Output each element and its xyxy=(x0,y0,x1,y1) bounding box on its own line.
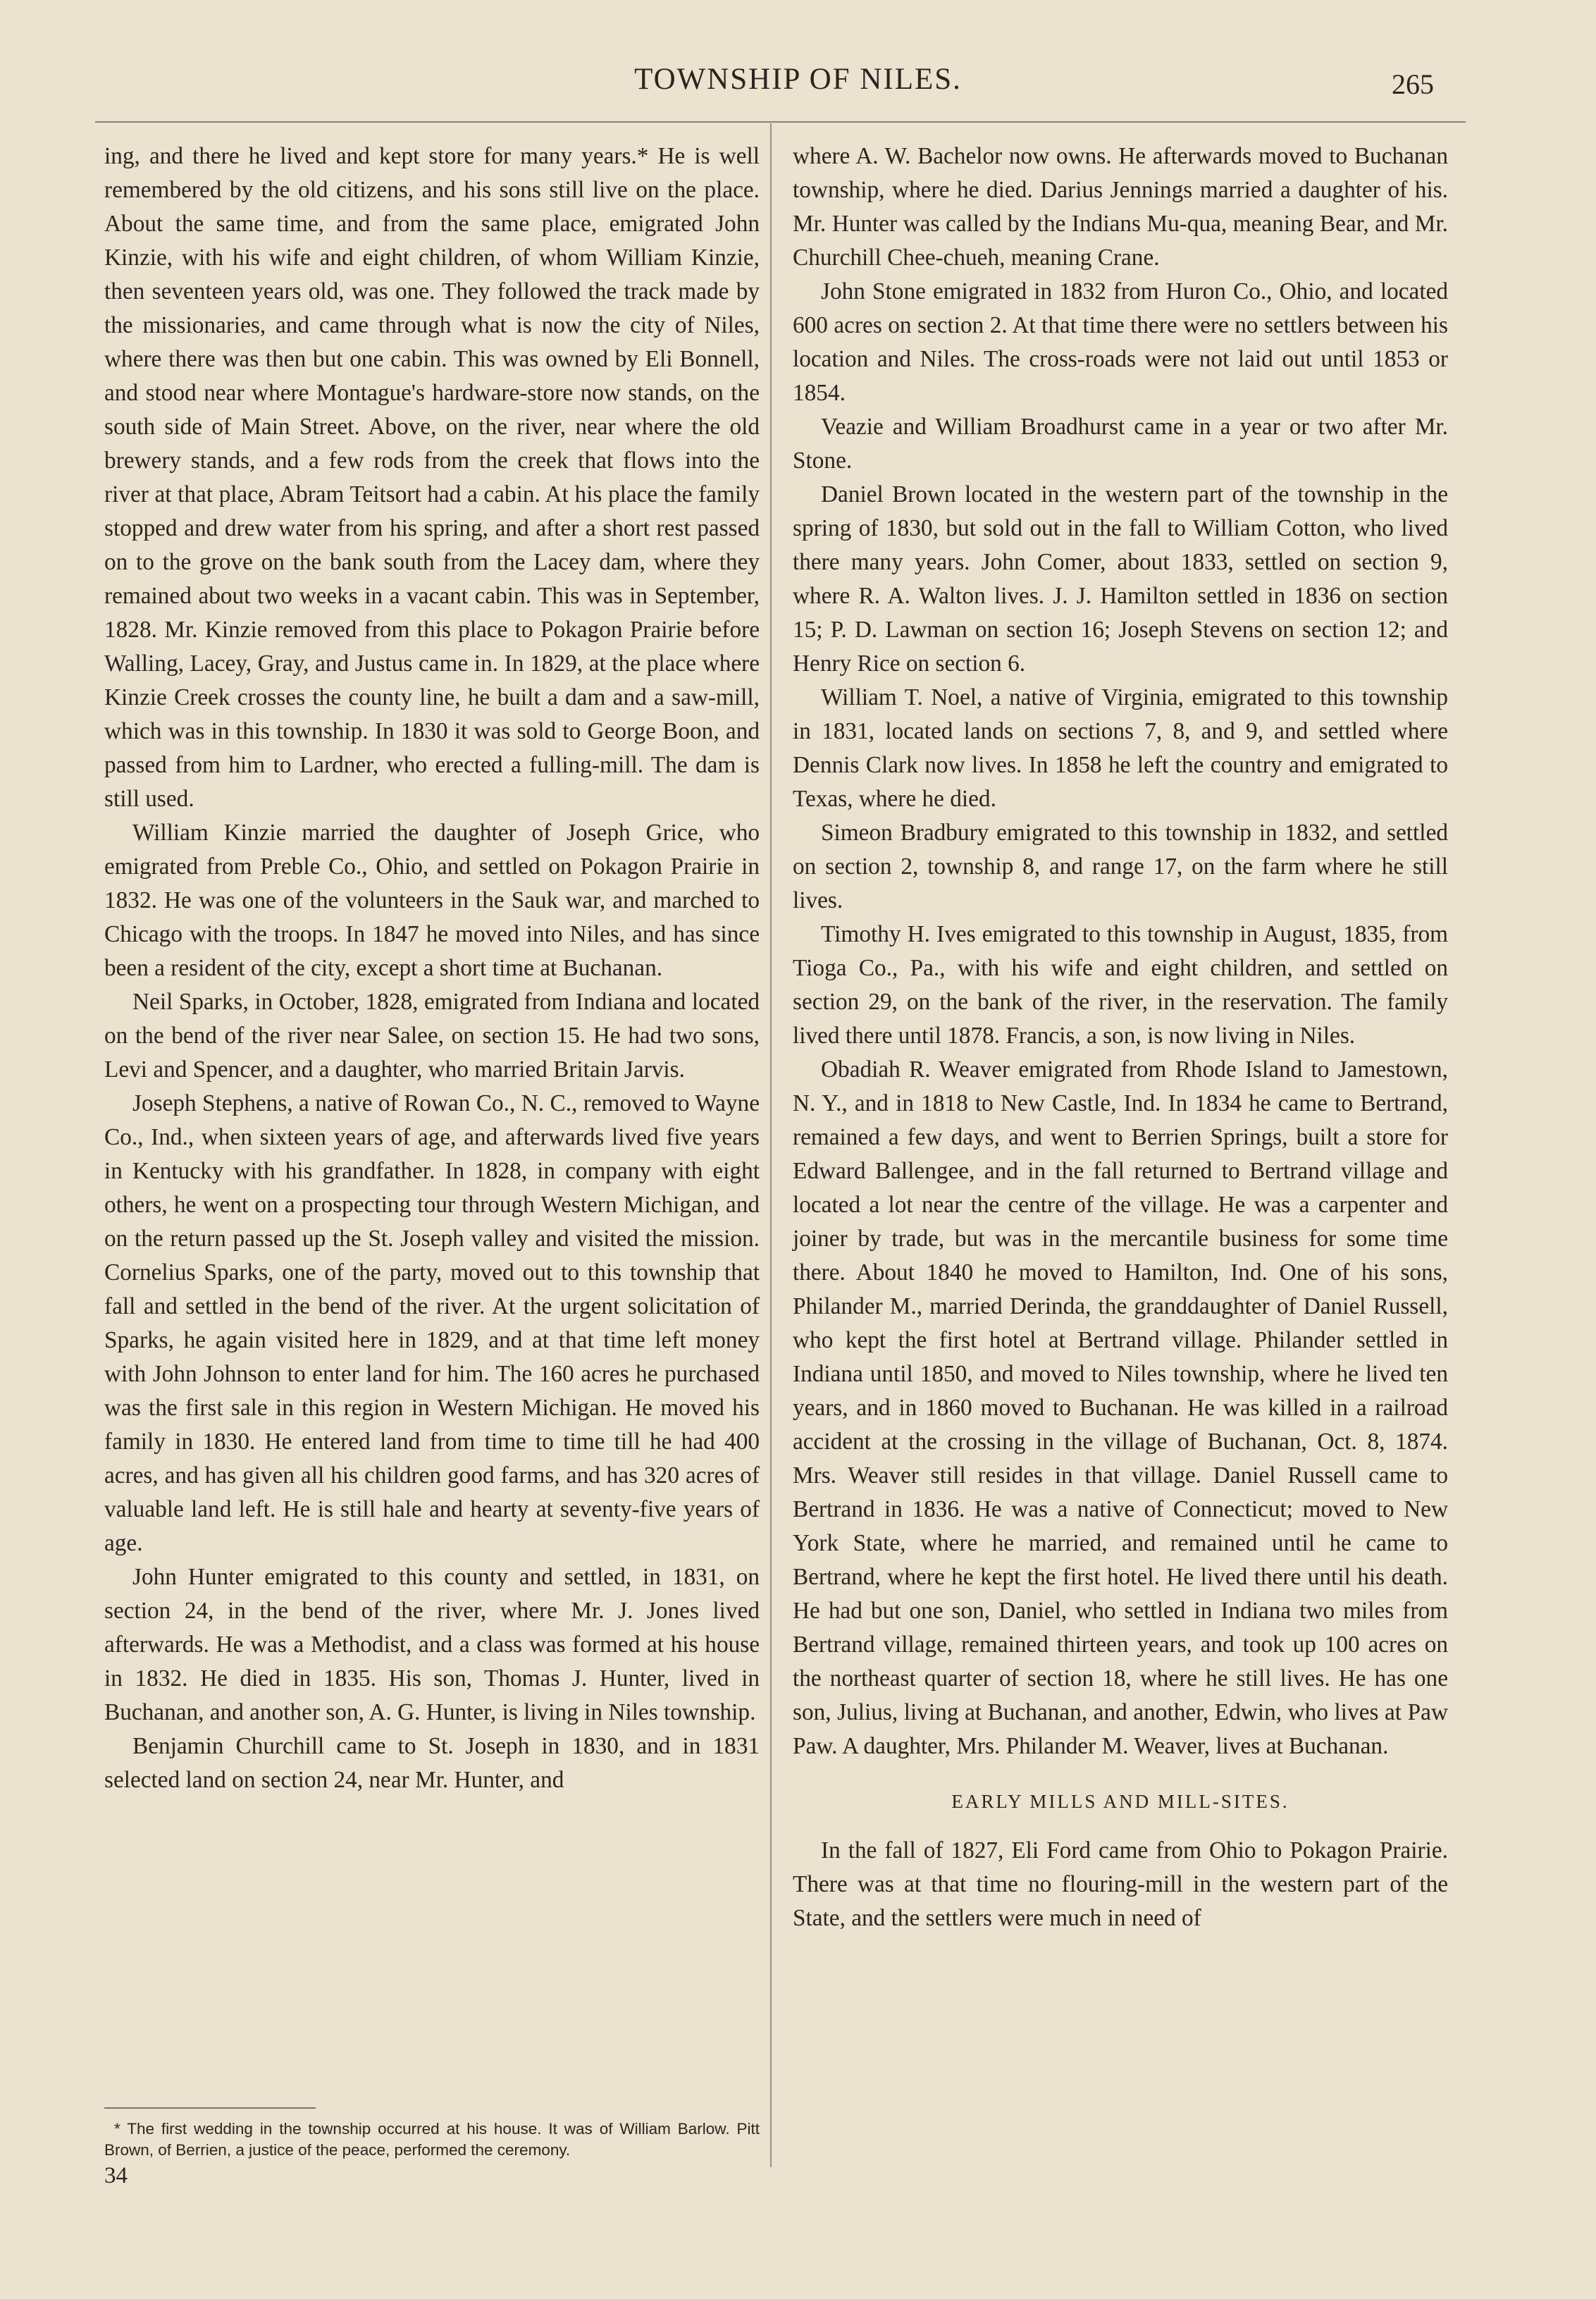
signature-mark: 34 xyxy=(104,2163,128,2188)
header-rule xyxy=(95,121,1466,123)
page-title: TOWNSHIP OF NILES. xyxy=(634,63,962,96)
paragraph: Simeon Bradbury emigrated to this township in 1832, and settled on section 2, township 8, and range 17, on the farm where he still lives. xyxy=(793,820,1448,913)
paragraph: Daniel Brown located in the western part of the township in the spring of 1830, but sold out in the fall to William Cotton, who lived there many years. John Comer, about 1833, settled on section 9, where R. A. Walton lives. J. J. Hamilton settled in 1836 on section 15; P. D. Lawman on section 16; Joseph Stevens on section 12; and Henry Rice on section 6. xyxy=(793,481,1448,677)
left-column xyxy=(104,140,760,1797)
page-number: 265 xyxy=(1392,68,1434,100)
paragraph: John Stone emigrated in 1832 from Huron Co., Ohio, and located 600 acres on section 2. At that time there were no settlers between his location and Niles. The cross-roads were not laid out until 1853 or 1854. xyxy=(793,278,1448,406)
paragraph: In the fall of 1827, Eli Ford came from Ohio to Pokagon Prairie. There was at that time no flouring-mill in the western part of the State, and the settlers were much in need of xyxy=(793,1837,1448,1931)
section-heading: EARLY MILLS AND MILL-SITES. xyxy=(951,1791,1289,1812)
running-head xyxy=(0,62,1596,111)
paragraph: Neil Sparks, in October, 1828, emigrated from Indiana and located on the bend of the river near Salee, on section 15. He had two sons, Levi and Spencer, and a daughter, who married Britain Jarvis. xyxy=(104,989,760,1083)
footnote-text: * The first wedding in the township occurred at his house. It was of William Barlow. Pitt Brown, of Berrien, a justice of the peace, performed the ceremony. xyxy=(104,2120,760,2159)
paragraph: Benjamin Churchill came to St. Joseph in 1830, and in 1831 selected land on section 24, near Mr. Hunter, and xyxy=(104,1733,760,1793)
paragraph: Obadiah R. Weaver emigrated from Rhode Island to Jamestown, N. Y., and in 1818 to New Castle, Ind. In 1834 he came to Bertrand, remained a few days, and went to Berrien Springs, built a store for Edward Ballengee, and in the fall returned to Bertrand village and located a lot near the centre of the village. He was a carpenter and joiner by trade, but was in the mercantile business for some time there. About 1840 he moved to Hamilton, Ind. One of his sons, Philander M., married Derinda, the granddaughter of Daniel Russell, who kept the first hotel at Bertrand village. Philander settled in Indiana until 1850, and moved to Niles township, where he lived ten years, and in 1860 moved to Buchanan. He was killed in a railroad accident at the crossing in the village of Buchanan, Oct. 8, 1874. Mrs. Weaver still resides in that village. Daniel Russell came to Bertrand in 1836. He was a native of Connecticut; moved to New York State, where he married, and remained until he came to Bertrand, where he kept the first hotel. He lived there until his death. He had but one son, Daniel, who settled in Indiana two miles from Bertrand village, remained thirteen years, and took up 100 acres on the northeast quarter of section 18, where he still lives. He has one son, Julius, living at Buchanan, and another, Edwin, who lives at Paw Paw. A daughter, Mrs. Philander M. Weaver, lives at Buchanan. xyxy=(793,1056,1448,1759)
right-column xyxy=(793,140,1448,1935)
paragraph: William T. Noel, a native of Virginia, emigrated to this township in 1831, located lands on sections 7, 8, and 9, and settled where Dennis Clark now lives. In 1858 he left the country and emigrated to Texas, where he died. xyxy=(793,684,1448,812)
footnote xyxy=(104,2107,760,2186)
paragraph: Veazie and William Broadhurst came in a year or two after Mr. Stone. xyxy=(793,414,1448,474)
paragraph: Timothy H. Ives emigrated to this township in August, 1835, from Tioga Co., Pa., with his wife and eight children, and settled on section 29, on the bank of the river, in the reservation. The family lived there until 1878. Francis, a son, is now living in Niles. xyxy=(793,921,1448,1049)
paragraph: William Kinzie married the daughter of Joseph Grice, who emigrated from Preble Co., Ohio, and settled on Pokagon Prairie in 1832. He was one of the volunteers in the Sauk war, and marched to Chicago with the troops. In 1847 he moved into Niles, and has since been a resident of the city, except a short time at Buchanan. xyxy=(104,820,760,981)
column-divider xyxy=(770,123,772,2167)
paragraph: ing, and there he lived and kept store for many years.* He is well remembered by the old citizens, and his sons still live on the place. About the same time, and from the same place, emigrated John Kinzie, with his wife and eight children, of whom William Kinzie, then seventeen years old, was one. They followed the track made by the missionaries, and came through what is now the city of Niles, where there was then but one cabin. This was owned by Eli Bonnell, and stood near where Montague's hardware-store now stands, on the south side of Main Street. Above, on the river, near where the old brewery stands, and a few rods from the creek that flows into the river at that place, Abram Teitsort had a cabin. At his place the family stopped and drew water from his spring, and after a short rest passed on to the grove on the bank south from the Lacey dam, where they remained about two weeks in a vacant cabin. This was in September, 1828. Mr. Kinzie removed from this place to Pokagon Prairie before Walling, Lacey, Gray, and Justus came in. In 1829, at the place where Kinzie Creek crosses the county line, he built a dam and a saw-mill, which was in this township. In 1830 it was sold to George Boon, and passed from him to Lardner, who erected a fulling-mill. The dam is still used. xyxy=(104,143,760,812)
paragraph: John Hunter emigrated to this county and settled, in 1831, on section 24, in the bend of the river, where Mr. J. Jones lived afterwards. He was a Methodist, and a class was formed at his house in 1832. He died in 1835. His son, Thomas J. Hunter, lived in Buchanan, and another son, A. G. Hunter, is living in Niles township. xyxy=(104,1564,760,1725)
paragraph: Joseph Stephens, a native of Rowan Co., N. C., removed to Wayne Co., Ind., when sixteen years of age, and afterwards lived five years in Kentucky with his grandfather. In 1828, in company with eight others, he went on a prospecting tour through Western Michigan, and on the return passed up the St. Joseph valley and visited the mission. Cornelius Sparks, one of the party, moved out to this township that fall and settled in the bend of the river. At the urgent solicitation of Sparks, he again visited here in 1829, and at that time left money with John Johnson to enter land for him. The 160 acres he purchased was the first sale in this region in Western Michigan. He moved his family in 1830. He entered land from time to time till he had 400 acres, and has given all his children good farms, and has 320 acres of valuable land left. He is still hale and hearty at seventy-five years of age. xyxy=(104,1090,760,1556)
footnote-rule xyxy=(104,2107,316,2109)
paragraph: where A. W. Bachelor now owns. He afterwards moved to Buchanan township, where he died. Darius Jennings married a daughter of his. Mr. Hunter was called by the Indians Mu-qua, meaning Bear, and Mr. Churchill Chee-chueh, meaning Crane. xyxy=(793,143,1448,271)
